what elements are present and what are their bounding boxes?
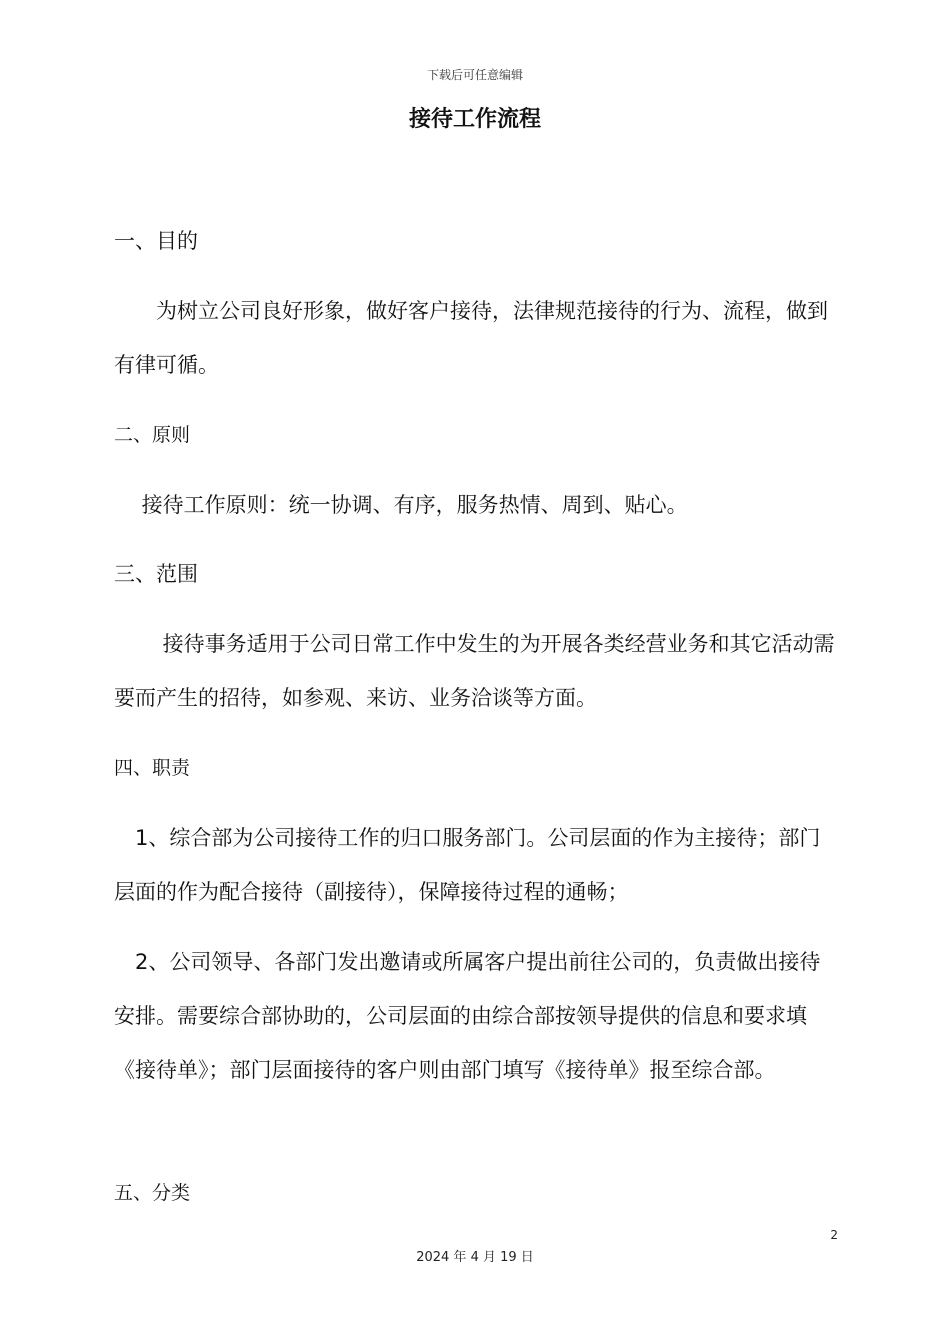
paragraph-principle: 接待工作原则：统一协调、有序，服务热情、周到、贴心。	[114, 493, 688, 517]
paragraph-purpose: 为树立公司良好形象，做好客户接待，法律规范接待的行为、流程，做到有律可循。	[114, 299, 828, 377]
section-heading-purpose: 一、目的	[114, 229, 198, 253]
paragraph-duty-1: 1、综合部为公司接待工作的归口服务部门。公司层面的作为主接待；部门层面的作为配合接待（副接待），保障接待过程的通畅；	[114, 826, 821, 904]
page-date: 2024 年 4 月 19 日	[416, 1250, 534, 1265]
section-heading-duties: 四、职责	[114, 757, 191, 779]
document-title: 接待工作流程	[408, 107, 541, 132]
page-header-note: 下载后可任意编辑	[426, 68, 523, 82]
paragraph-duty-2: 2、公司领导、各部门发出邀请或所属客户提出前往公司的，负责做出接待安排。需要综合部协助的，公司层面的由综合部按领导提供的信息和要求填《接待单》；部门层面接待的客户则由部门填写《接待单》报至综合部。	[114, 950, 821, 1082]
section-heading-scope: 三、范围	[114, 562, 198, 586]
paragraph-scope: 接待事务适用于公司日常工作中发生的为开展各类经营业务和其它活动需要而产生的招待，如参观、来访、业务洽谈等方面。	[114, 632, 835, 710]
page-number: 2	[830, 1228, 838, 1242]
section-heading-principle: 二、原则	[114, 424, 191, 446]
section-heading-classification: 五、分类	[114, 1182, 191, 1204]
